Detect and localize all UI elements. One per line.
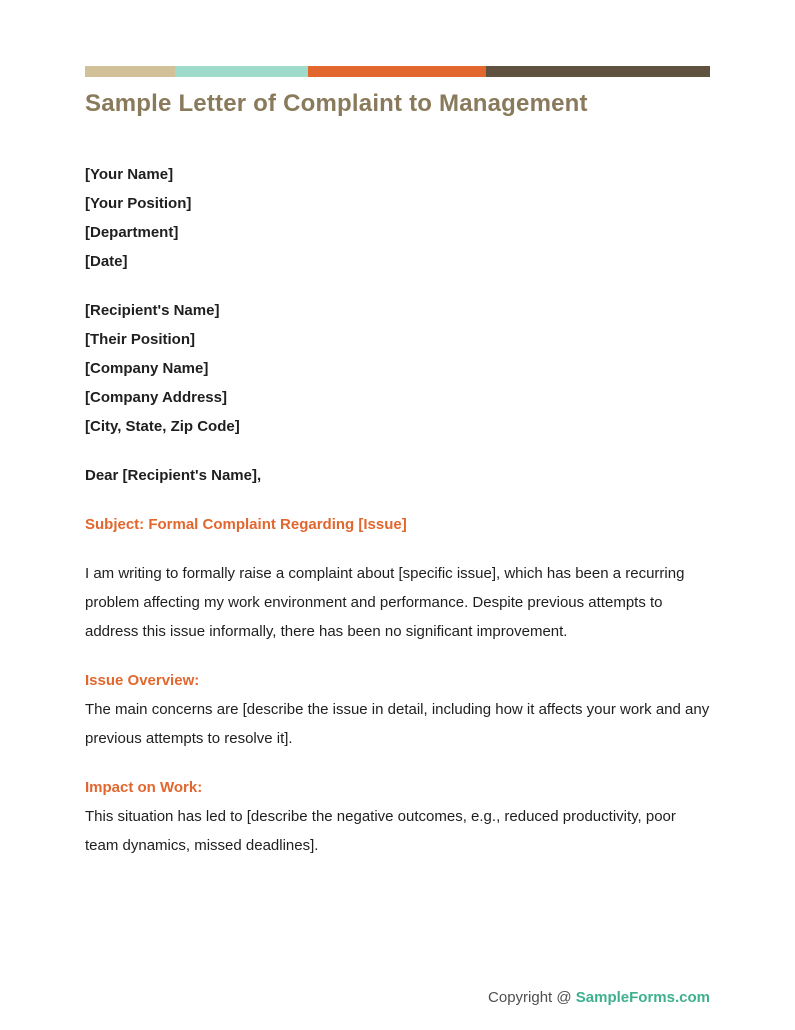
- section-body: The main concerns are [describe the issue in detail, including how it affects your work and any previous attempts to resolve it].: [85, 701, 710, 747]
- section-body: This situation has led to [describe the negative outcomes, e.g., reduced productivity, poor team dynamics, missed deadlines].: [85, 808, 676, 854]
- recipient-block: [85, 296, 710, 441]
- recipient-city-line: [City, State, Zip Code]: [85, 418, 240, 435]
- sender-block: [85, 160, 710, 276]
- section-impact-on-work: [85, 773, 710, 860]
- section-heading: Impact on Work:: [85, 779, 203, 796]
- copyright-text: Copyright @: [488, 989, 576, 1006]
- subject-line: Subject: Formal Complaint Regarding [Issue]: [85, 516, 407, 533]
- sender-name-line: [Your Name]: [85, 166, 174, 183]
- page-title: Sample Letter of Complaint to Management: [85, 90, 588, 117]
- recipient-name-line: [Recipient's Name]: [85, 302, 220, 319]
- section-heading: Issue Overview:: [85, 672, 200, 689]
- sender-date-line: [Date]: [85, 253, 128, 270]
- footer: [488, 989, 710, 1006]
- letter-document: [85, 66, 710, 860]
- intro-paragraph: I am writing to formally raise a complaint about [specific issue], which has been a recurring problem affecting my work environment and performance. Despite previous attempts to address this issue informally, there has been no significant improvement.: [85, 565, 685, 640]
- section-issue-overview: [85, 666, 710, 753]
- bar-segment-brown: [486, 66, 710, 77]
- bar-segment-beige: [85, 66, 175, 77]
- bar-segment-mint: [175, 66, 308, 77]
- salutation: Dear [Recipient's Name],: [85, 467, 262, 484]
- sender-position-line: [Your Position]: [85, 195, 192, 212]
- decorative-color-bar: [85, 66, 710, 77]
- recipient-position-line: [Their Position]: [85, 331, 195, 348]
- bar-segment-orange: [308, 66, 486, 77]
- sampleforms-link[interactable]: SampleForms.com: [575, 989, 710, 1006]
- recipient-address-line: [Company Address]: [85, 389, 227, 406]
- sender-department-line: [Department]: [85, 224, 179, 241]
- recipient-company-line: [Company Name]: [85, 360, 209, 377]
